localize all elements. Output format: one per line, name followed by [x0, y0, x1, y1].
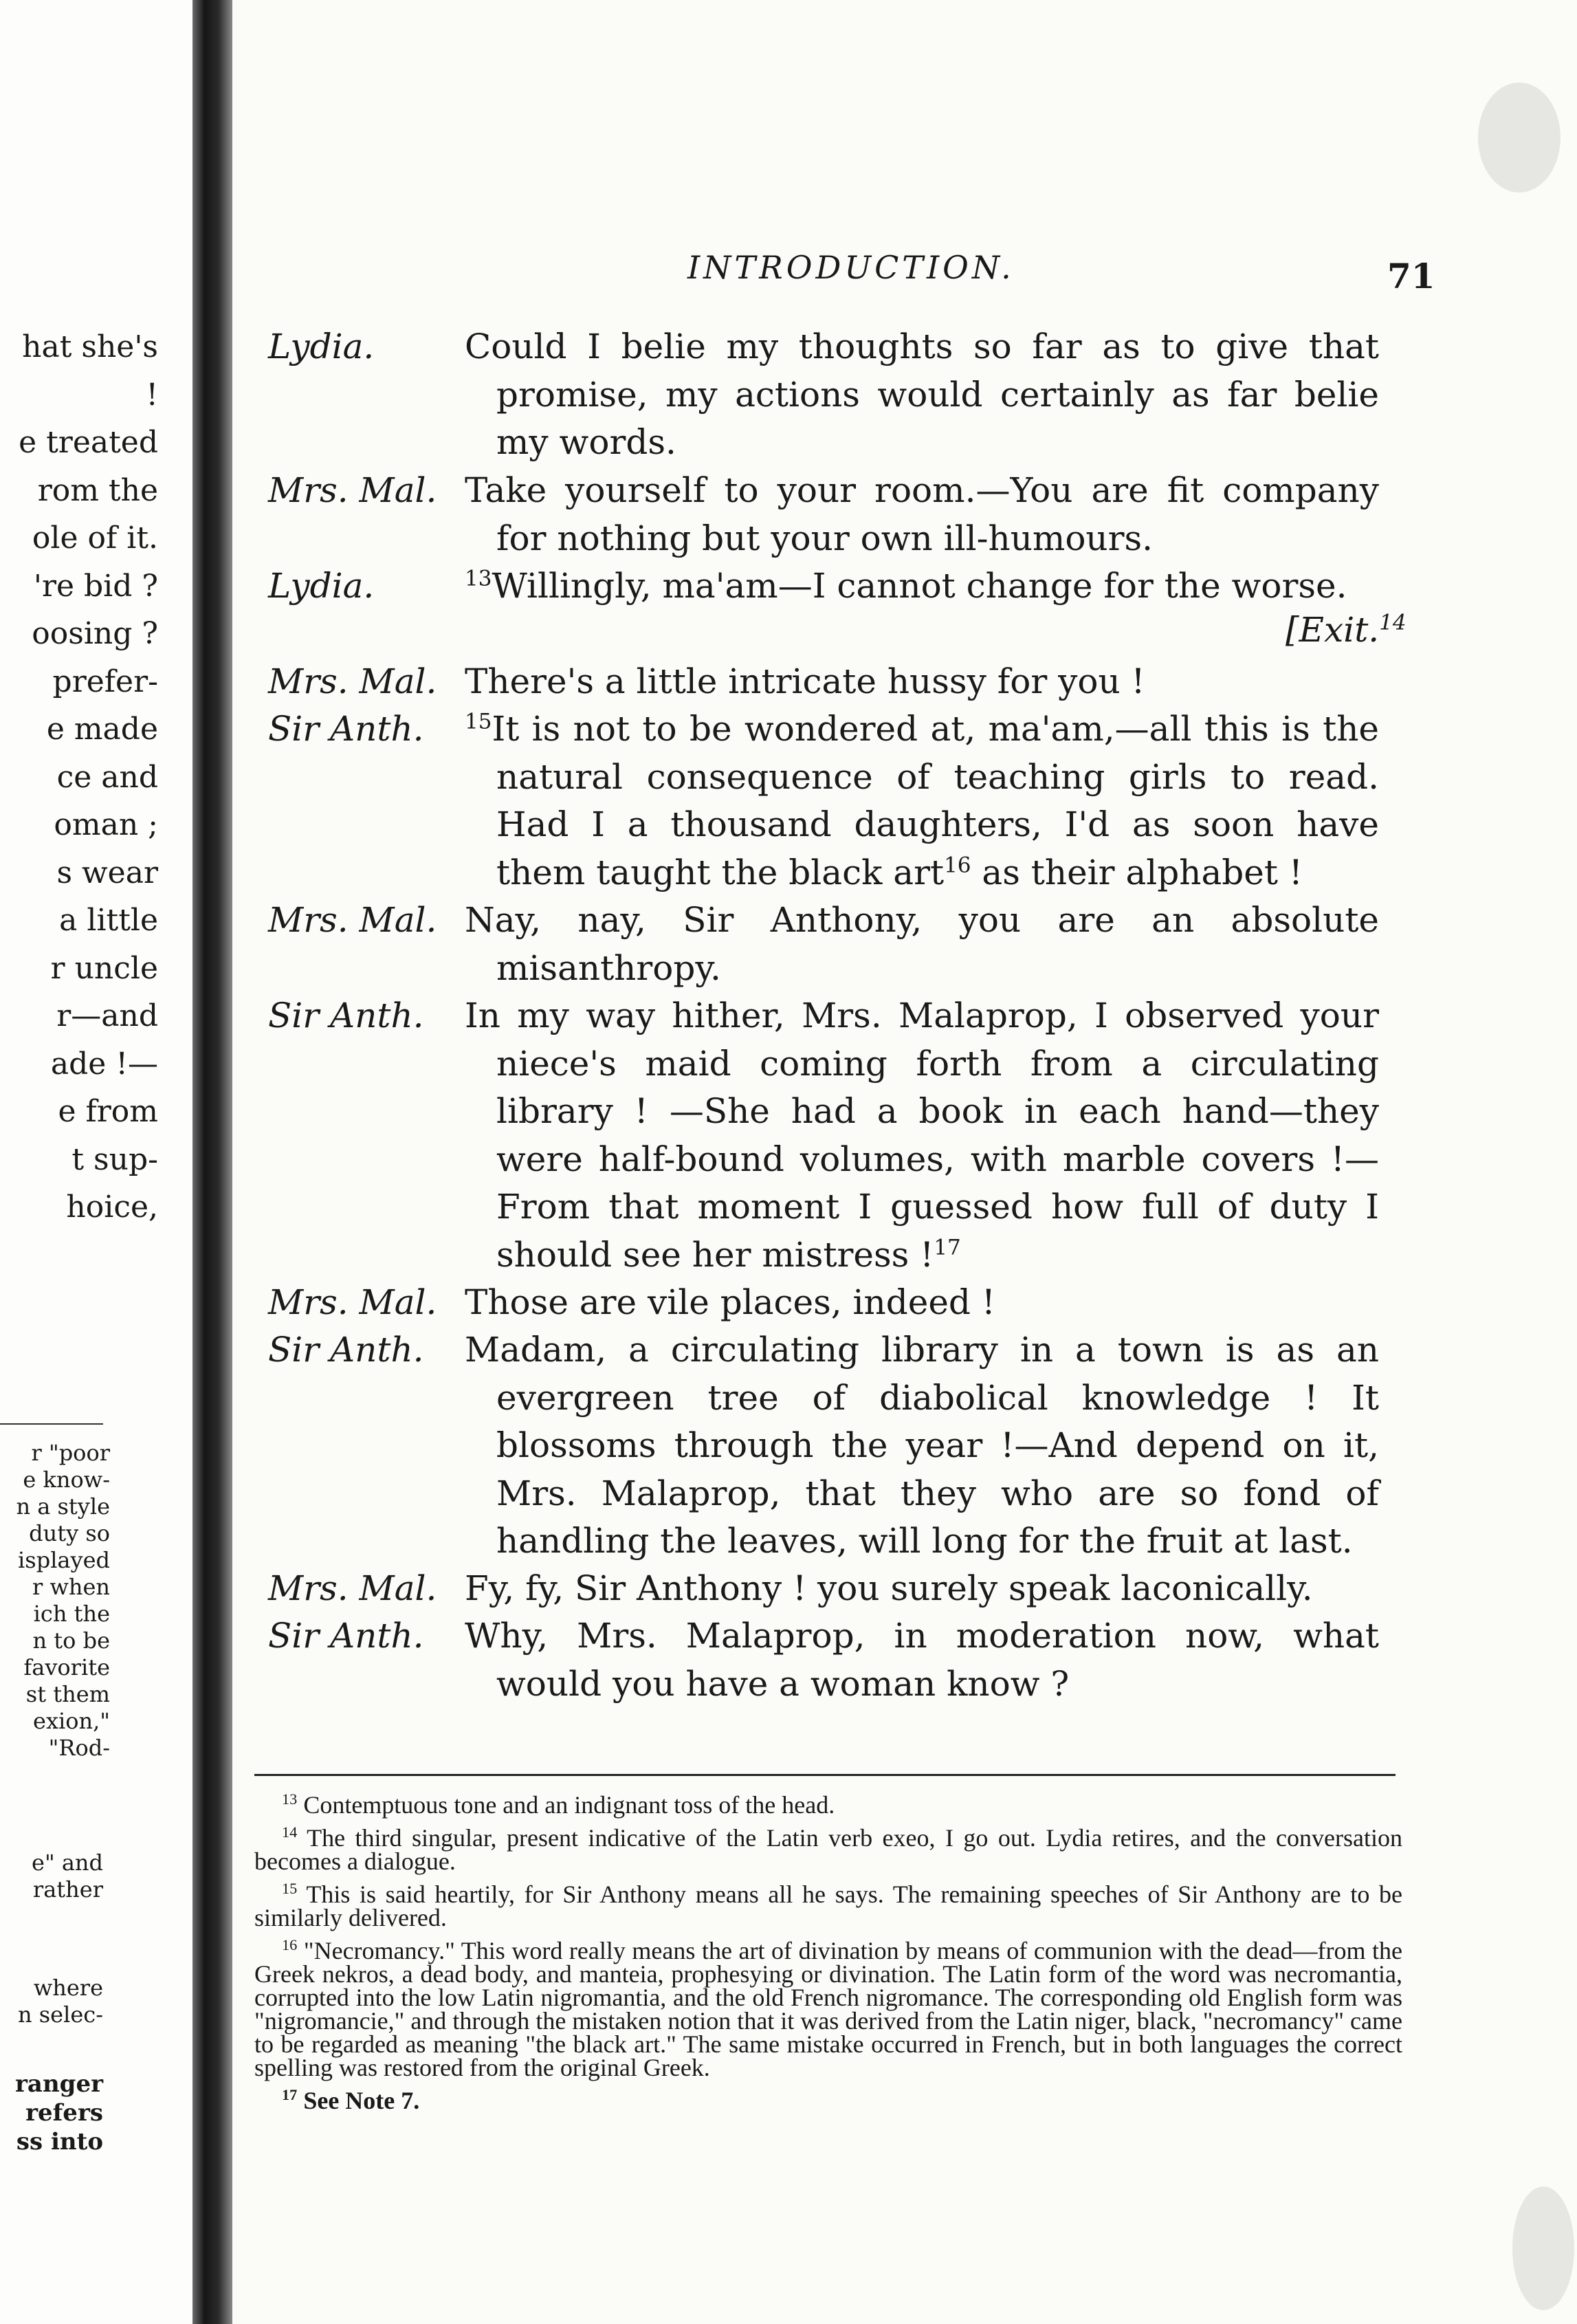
- note-marker: 17: [934, 1234, 961, 1260]
- left-line: rom the: [37, 472, 158, 508]
- speaker-label: Sir Anth.: [268, 996, 424, 1035]
- footnote-number: 17: [282, 2086, 298, 2103]
- footnote-text: "Necromancy." This word really means the art of divination by means of communion with the dead—from the Greek nekros, a dead body, and manteia, prophesying or divination. The Latin form of the word was necromantia, corrupted into the low Latin nigromantia, and the old French nigromance. The corresponding old English form was "nigromancie," and through the mistaken notion that it was derived from the Latin niger, black, "necromancy" came to be regarded as meaning "the black art." The same mistake occurred in French, but in both languages the correct spelling was restored from the original Greek.: [254, 1937, 1402, 2081]
- left-line: t sup-: [71, 1141, 158, 1177]
- left-note-line: "Rod-: [48, 1735, 110, 1761]
- note-marker: 14: [1379, 610, 1407, 635]
- speech-text: [465, 562, 1379, 611]
- footnote-text: See Note 7.: [303, 2087, 420, 2114]
- left-note-line: where: [33, 1975, 103, 2001]
- footnote-number: 13: [282, 1790, 298, 1808]
- footnote: [254, 1823, 1402, 1875]
- speech: [254, 1279, 1423, 1327]
- left-facing-page: [0, 0, 199, 2324]
- speech-text: [465, 992, 1379, 1279]
- speaker-label: Mrs. Mal.: [268, 470, 437, 510]
- footnote-number: 14: [282, 1823, 298, 1841]
- left-line: hat she's: [22, 329, 158, 364]
- speaker-label: Mrs. Mal.: [268, 1282, 437, 1322]
- speech-text: Why, Mrs. Malaprop, in moderation now, what would you have a woman know ?: [465, 1616, 1379, 1704]
- speech: [254, 897, 1423, 992]
- footnotes: [254, 1790, 1402, 2114]
- running-head: INTRODUCTION.: [687, 249, 1015, 286]
- speech-text: Nay, nay, Sir Anthony, you are an absolute misanthropy.: [465, 900, 1379, 988]
- left-line: ade !—: [50, 1046, 158, 1082]
- speech: [254, 992, 1423, 1279]
- footnote: [254, 2086, 1402, 2114]
- note-marker: 13: [465, 566, 492, 591]
- speech: [254, 1565, 1423, 1613]
- footnote: [254, 1880, 1402, 1931]
- speech-text: Fy, fy, Sir Anthony ! you surely speak laconically.: [465, 1568, 1313, 1608]
- speaker-label: Mrs. Mal.: [268, 661, 437, 701]
- speaker-label: Mrs. Mal.: [268, 1568, 437, 1608]
- left-note-line: r when: [32, 1574, 110, 1600]
- left-note-line: ss into: [16, 2128, 103, 2156]
- speaker-label: Sir Anth.: [268, 1616, 424, 1656]
- stage-direction-text: [Exit.: [1286, 610, 1380, 650]
- scan-smudge: [1512, 2186, 1574, 2310]
- left-line: ce and: [56, 759, 158, 795]
- speech-text: Madam, a circulating library in a town is as an evergreen tree of diabolical knowledge ! It blossoms through the year !—And depend on it, Mrs. Malaprop, that they who are so fond of handling the leaves, will long for the fruit at last.: [465, 1330, 1379, 1561]
- footnote-text: This is said heartily, for Sir Anthony means all he says. The remaining speeches of Sir Anthony are to be similarly delivered.: [254, 1881, 1402, 1931]
- left-note-line: ranger: [15, 2070, 103, 2098]
- left-line: ole of it.: [32, 520, 158, 556]
- speech: [254, 323, 1423, 467]
- page-number: 71: [1387, 256, 1435, 296]
- left-line: e from: [58, 1094, 158, 1129]
- speech: [254, 705, 1423, 897]
- speaker-label: Sir Anth.: [268, 1330, 424, 1370]
- left-page-text: [0, 323, 158, 1231]
- left-line: a little: [59, 903, 158, 938]
- note-marker: 15: [465, 709, 492, 734]
- left-note-line: duty so: [29, 1520, 110, 1546]
- speech: [254, 562, 1423, 611]
- left-note-line: favorite: [23, 1654, 110, 1680]
- speech: [254, 658, 1423, 706]
- footnote-number: 15: [282, 1880, 298, 1897]
- scan-smudge: [1478, 83, 1561, 193]
- left-line: !: [146, 377, 158, 413]
- left-note-line: exion,": [33, 1708, 110, 1734]
- left-notes: [0, 1440, 110, 1762]
- book-gutter: [192, 0, 232, 2324]
- left-note-line: n selec-: [17, 2002, 103, 2028]
- left-line: e made: [46, 712, 158, 747]
- speaker-label: Lydia.: [268, 327, 375, 366]
- left-notes: [0, 1975, 103, 2028]
- left-note-line: ich the: [33, 1601, 110, 1627]
- stage-direction: [1286, 610, 1423, 650]
- left-line: r—and: [56, 998, 158, 1033]
- left-notes: [0, 2070, 103, 2156]
- speech: [254, 467, 1423, 562]
- speech-text: There's a little intricate hussy for you !: [465, 661, 1145, 701]
- speech-text-body: It is not to be wondered at, ma'am,—all this is the natural consequence of teaching girls to read. Had I a thousand daughters, I'd as soon have them taught the black art: [492, 709, 1379, 892]
- left-line: e treated: [19, 425, 158, 460]
- speaker-label: Sir Anth.: [268, 709, 424, 749]
- speech: [254, 1326, 1423, 1566]
- speech-text-body: In my way hither, Mrs. Malaprop, I observed your niece's maid coming forth from a circulating library ! —She had a book in each hand—they were half-bound volumes, with marble covers !—From that moment I guessed how full of duty I should see her mistress !: [465, 996, 1379, 1275]
- left-line: oman ;: [54, 807, 158, 842]
- left-line: 're bid ?: [33, 568, 158, 604]
- left-note-line: rather: [32, 1876, 103, 1903]
- left-footnote-rule: [0, 1423, 103, 1425]
- speech-text-body: Willingly, ma'am—I cannot change for the worse.: [492, 566, 1347, 606]
- speech-text: [465, 705, 1379, 897]
- footnote-rule: [254, 1774, 1396, 1776]
- left-notes: [0, 1850, 103, 1903]
- left-note-line: st them: [25, 1681, 110, 1707]
- speech: [254, 1612, 1423, 1708]
- speech-text: Could I belie my thoughts so far as to give that promise, my actions would certainly as far belie my words.: [465, 327, 1379, 462]
- left-note-line: n to be: [32, 1627, 110, 1654]
- footnote: [254, 1790, 1402, 1819]
- left-note-line: isplayed: [18, 1547, 110, 1573]
- footnote-number: 16: [282, 1936, 298, 1953]
- speaker-label: Mrs. Mal.: [268, 900, 437, 940]
- footnote: [254, 1936, 1402, 2081]
- speech-text-body: as their alphabet !: [971, 852, 1303, 892]
- left-note-line: e" and: [32, 1850, 103, 1876]
- note-marker: 16: [944, 852, 971, 877]
- left-line: oosing ?: [32, 616, 158, 651]
- speech-text: Those are vile places, indeed !: [465, 1282, 995, 1322]
- footnote-text: The third singular, present indicative of the Latin verb exeo, I go out. Lydia retires, and the conversation becomes a dialogue.: [254, 1824, 1402, 1875]
- left-note-line: refers: [25, 2099, 103, 2127]
- left-line: s wear: [56, 855, 158, 890]
- speaker-label: Lydia.: [268, 566, 375, 606]
- left-note-line: n a style: [16, 1493, 110, 1520]
- left-note-line: r "poor: [31, 1440, 110, 1466]
- footnote-text: Contemptuous tone and an indignant toss of the head.: [303, 1791, 835, 1819]
- speech-text: Take yourself to your room.—You are fit company for nothing but your own ill-humours.: [465, 470, 1379, 558]
- left-note-line: e know-: [23, 1467, 110, 1493]
- left-line: r uncle: [50, 950, 158, 986]
- left-line: prefer-: [52, 664, 158, 699]
- left-line: hoice,: [66, 1190, 158, 1225]
